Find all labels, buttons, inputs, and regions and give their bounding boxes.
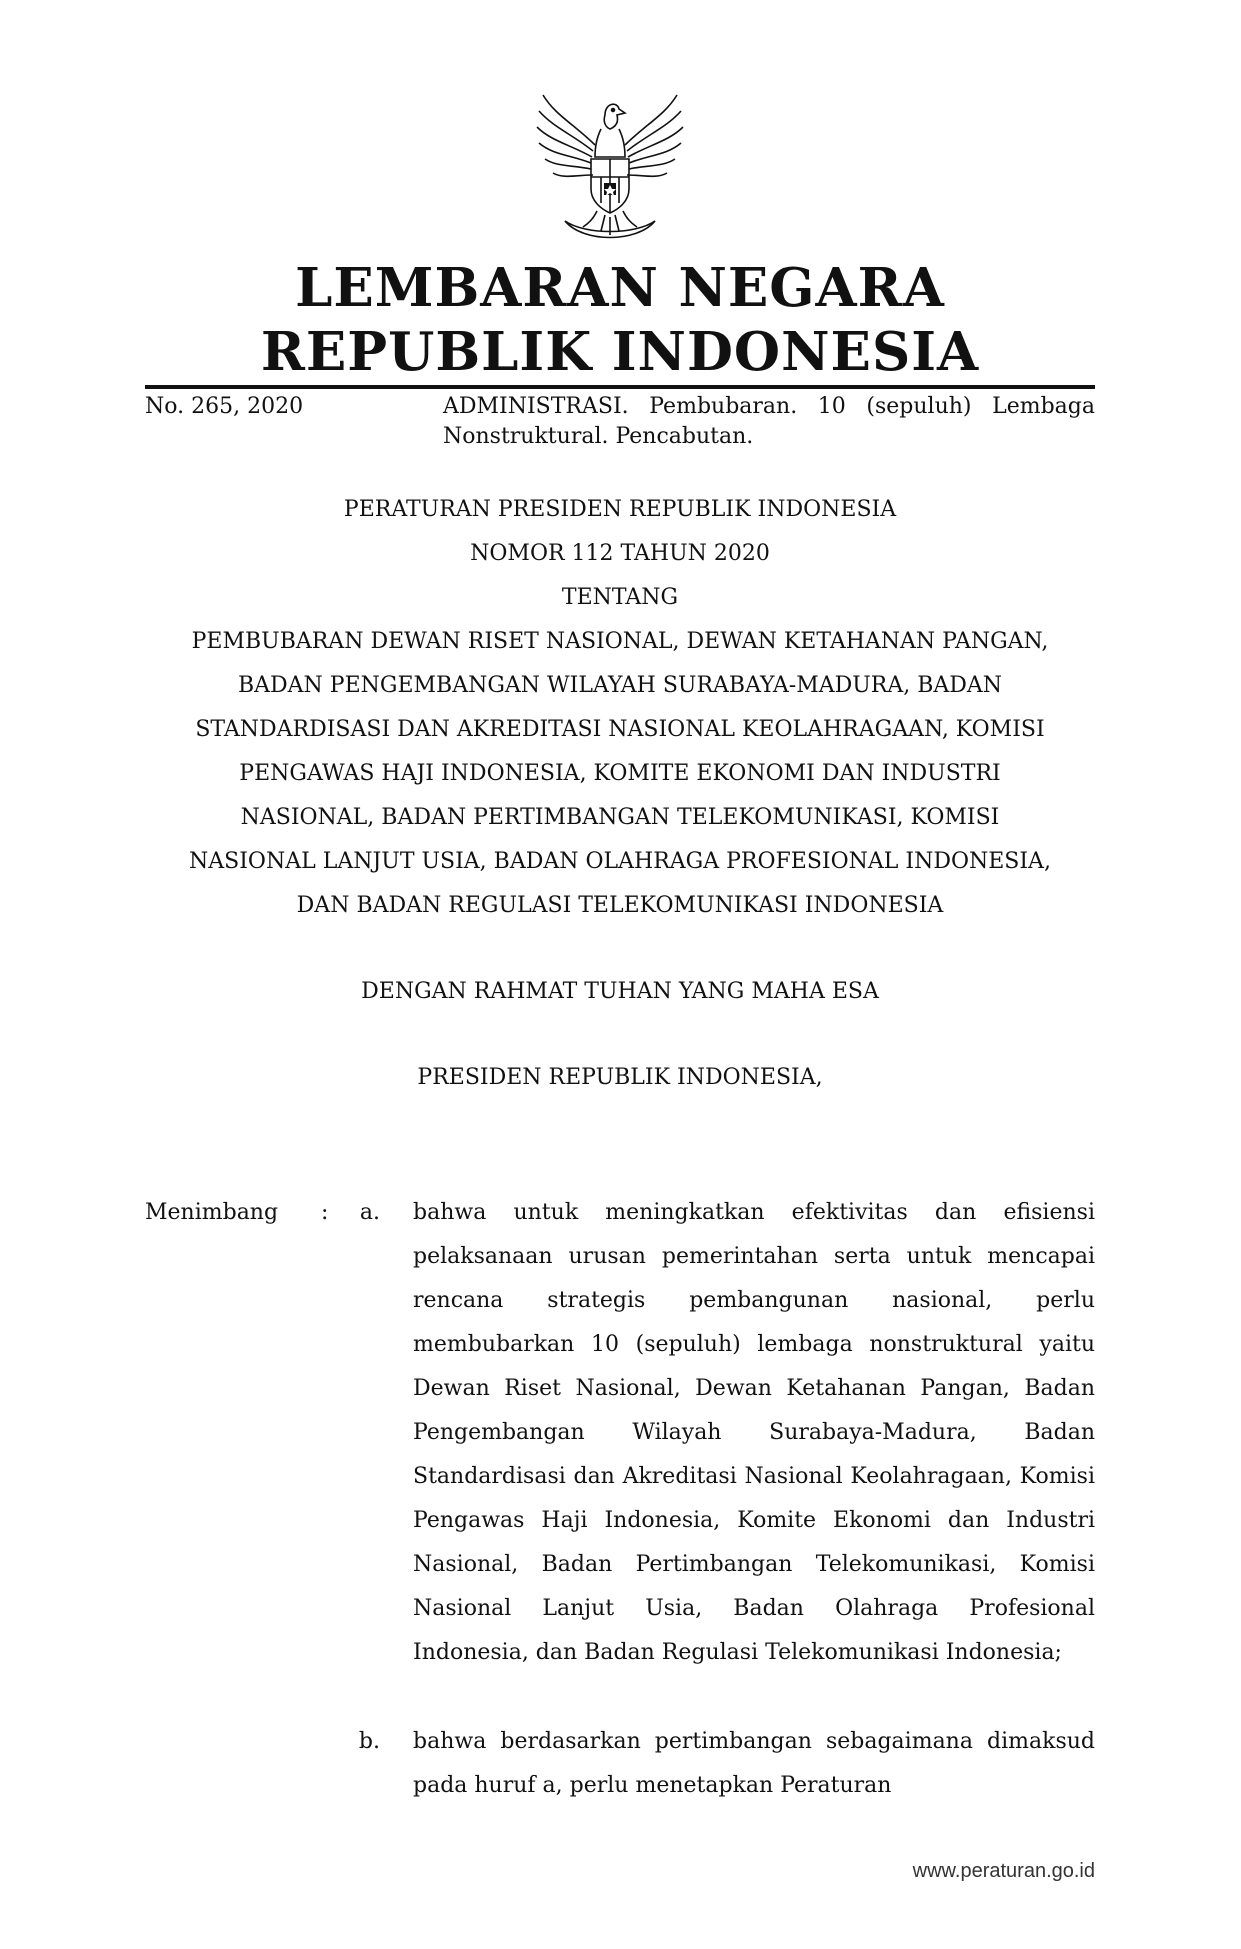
footer-website-link[interactable]: www.peraturan.go.id [912, 1860, 1095, 1882]
considering-item-letter: a. [359, 1200, 380, 1225]
regulation-title-line: DAN BADAN REGULASI TELEKOMUNIKASI INDONESIA [296, 893, 944, 918]
regulation-number: NOMOR 112 TAHUN 2020 [470, 541, 770, 566]
considering-label: Menimbang [145, 1200, 279, 1225]
regulation-about: TENTANG [561, 585, 679, 610]
regulation-type: PERATURAN PRESIDEN REPUBLIK INDONESIA [343, 497, 897, 522]
regulation-title-line: NASIONAL LANJUT USIA, BADAN OLAHRAGA PROFESIONAL INDONESIA, [189, 849, 1051, 874]
regulation-title-line: PENGAWAS HAJI INDONESIA, KOMITE EKONOMI DAN INDUSTRI [239, 761, 1001, 786]
garuda-pancasila-emblem-icon [535, 85, 685, 245]
regulation-title-line: NASIONAL, BADAN PERTIMBANGAN TELEKOMUNIKASI, KOMISI [240, 805, 1000, 830]
regulation-title-line: PEMBUBARAN DEWAN RISET NASIONAL, DEWAN KETAHANAN PANGAN, [191, 629, 1049, 654]
blessing-line: DENGAN RAHMAT TUHAN YANG MAHA ESA [361, 979, 879, 1004]
issue-subject: ADMINISTRASI. Pembubaran. 10 (sepuluh) Lembaga Nonstruktural. Pencabutan. [443, 394, 1095, 449]
regulation-title-line: STANDARDISASI DAN AKREDITASI NASIONAL KEOLAHRAGAAN, KOMISI [195, 717, 1045, 742]
issue-number: No. 265, 2020 [145, 394, 304, 419]
issuer-line: PRESIDEN REPUBLIK INDONESIA, [417, 1065, 823, 1090]
considering-item-letter: b. [358, 1729, 380, 1754]
considering-item-text: bahwa untuk meningkatkan efektivitas dan efisiensi pelaksanaan urusan pemerintahan serta untuk mencapai rencana strategis pembangunan nasional, perlu membubarkan 10 (sepuluh) lembaga nonstruktural yaitu Dewan Riset Nasional, Dewan Ketahanan Pangan, Badan Pengembangan Wilayah Surabaya-Madura, Badan Standardisasi dan Akreditasi Nasional Keolahragaan, Komisi Pengawas Haji Indonesia, Komite Ekonomi dan Industri Nasional, Badan Pertimbangan Telekomunikasi, Komisi Nasional Lanjut Usia, Badan Olahraga Profesional Indonesia, dan Badan Regulasi Telekomunikasi Indonesia; [413, 1200, 1095, 1665]
considering-colon: : [321, 1200, 329, 1225]
considering-item-text: bahwa berdasarkan pertimbangan sebagaimana dimaksud pada huruf a, perlu menetapkan Peraturan [413, 1729, 1095, 1798]
masthead-title-line2: REPUBLIK INDONESIA [260, 321, 980, 383]
regulation-title-line: BADAN PENGEMBANGAN WILAYAH SURABAYA-MADURA, BADAN [237, 673, 1003, 698]
masthead-title-line1: LEMBARAN NEGARA [295, 257, 945, 319]
masthead-divider [145, 385, 1095, 389]
